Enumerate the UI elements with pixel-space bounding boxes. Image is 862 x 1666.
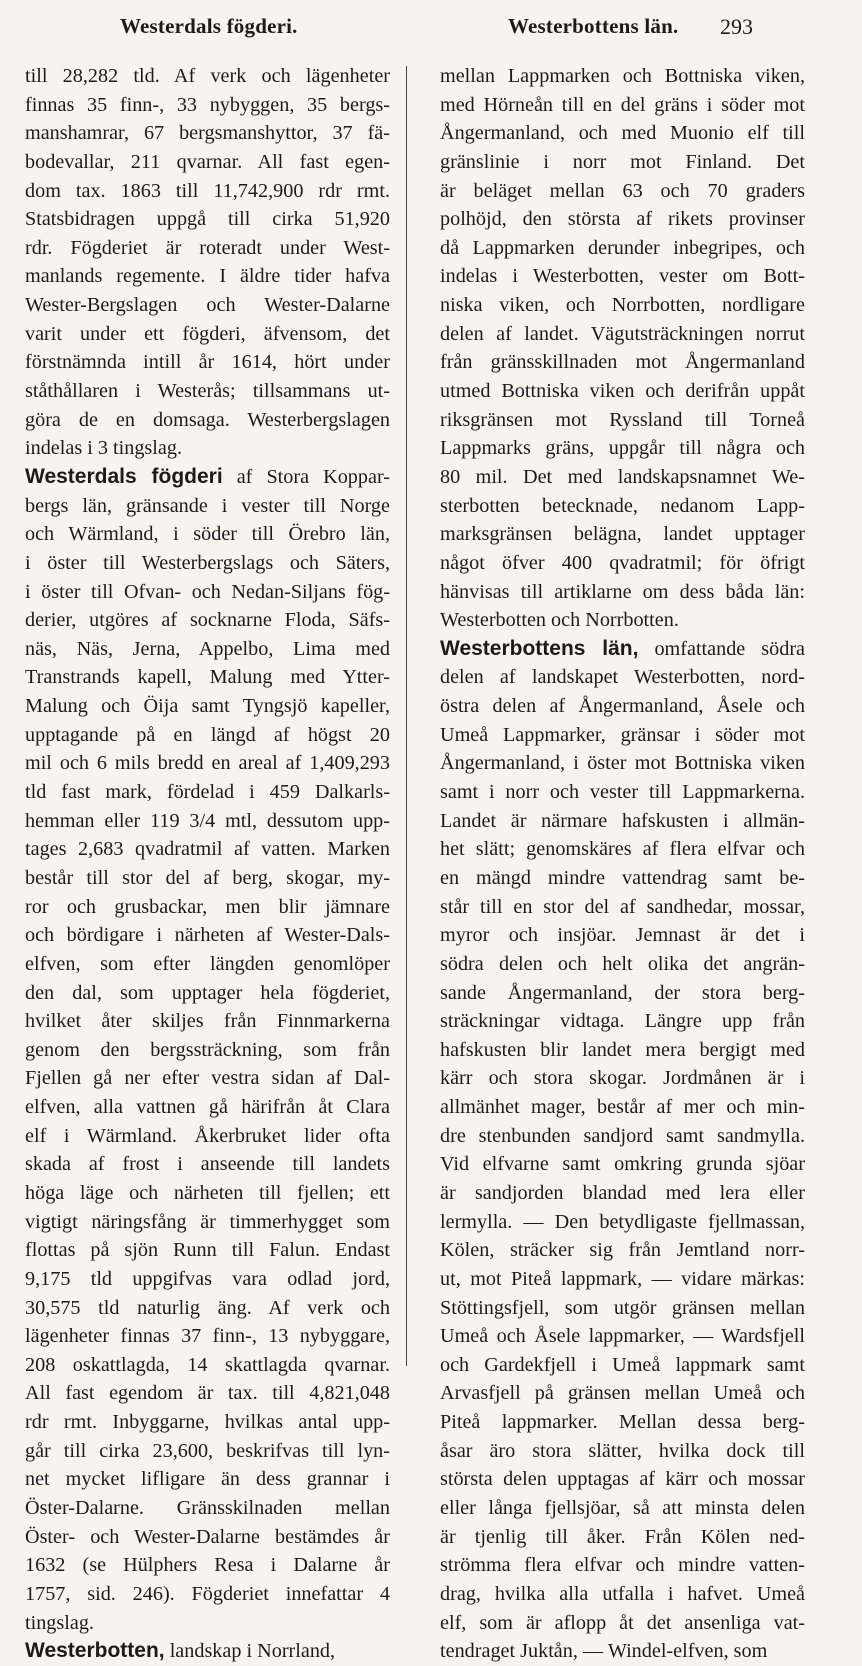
- text-line: Öster- och Wester-Dalarne bestämdes år: [25, 1525, 390, 1548]
- text-line: manlands regemente. I äldre tider hafva: [25, 265, 390, 288]
- text-line: flottas på sjön Runn till Falun. Endast: [25, 1239, 390, 1262]
- text-line: elf i Wärmland. Åkerbruket lider ofta: [25, 1124, 390, 1147]
- text-line: 80 mil. Det med landskapsnamnet We-: [440, 465, 805, 488]
- text-line: Westerdals fögderi af Stora Koppar-: [25, 464, 390, 488]
- left-running-head: Westerdals fögderi.: [120, 14, 298, 38]
- text-line: Öster-Dalarne. Gränsskilnaden mellan: [25, 1497, 390, 1520]
- text-line: går till cirka 23,600, beskrifvas till lyn-: [25, 1439, 390, 1462]
- text-line: delen af landskapet Westerbotten, nord-: [440, 666, 805, 689]
- text-line: niska viken, och Norrbotten, nordligare: [440, 294, 805, 317]
- text-line: 208 oskattlagda, 14 skattlagda qvarnar.: [25, 1353, 390, 1376]
- text-line: Westerbottens län, omfattande södra: [440, 636, 806, 660]
- right-column: [440, 62, 805, 1666]
- text-line: sterbotten betecknade, nedanom Lapp-: [440, 494, 805, 517]
- text-line: kärr och stora skogar. Jordmånen är i: [440, 1067, 805, 1090]
- text-line: i öster till Westerbergslags och Säters,: [25, 551, 390, 574]
- text-line: Piteå lappmarker. Mellan dessa berg-: [440, 1411, 805, 1434]
- text-line: består till stor del af berg, skogar, my-: [25, 866, 390, 889]
- text-line: rdr rmt. Inbyggarne, hvilkas antal upp-: [25, 1411, 390, 1434]
- text-line: Kölen, sträcker sig från Jemtland norr-: [440, 1239, 805, 1262]
- text-line: net mycket lifligare än dess grannar i: [25, 1468, 390, 1491]
- text-line: ror och grusbackar, men blir jämnare: [25, 895, 390, 918]
- text-line: Umeå Lappmarker, gränsar i söder mot: [440, 723, 805, 746]
- text-line: manshamrar, 67 bergsmanshyttor, 37 fä-: [25, 122, 390, 145]
- text-line: södra delen och helt olika det angrän-: [440, 952, 805, 975]
- text-line: den dal, som upptager hela fögderiet,: [25, 981, 390, 1004]
- text-line: är beläget mellan 63 och 70 graders: [440, 179, 805, 202]
- text-line: hänvisas till artiklarne om dess båda län:: [440, 580, 805, 603]
- page-number: 293: [720, 14, 753, 39]
- text-line: vigtigt näringsfång är timmerhygget som: [25, 1210, 390, 1233]
- text-line: sande Ångermanland, der stora berg-: [440, 981, 805, 1004]
- text-line: står till en stor del af sandhedar, mossar,: [440, 895, 805, 918]
- text-line: allmänhet mager, består af mer och min-: [440, 1096, 805, 1119]
- text-line: 9,175 tld uppgifvas vara odlad jord,: [25, 1267, 390, 1290]
- text-line: Stöttingsfjell, som utgör gränsen mellan: [440, 1296, 805, 1319]
- text-line: genom den bergssträckning, som från: [25, 1038, 390, 1061]
- text-line: indelas i 3 tingslag.: [25, 437, 182, 460]
- text-line: Umeå och Åsele lappmarker, — Wardsfjell: [440, 1325, 805, 1348]
- text-line: Vid elfvarne samt omkring grunda sjöar: [440, 1153, 805, 1176]
- text-line: rdr. Fögderiet är roteradt under West-: [25, 236, 390, 259]
- text-line: 1632 (se Hülphers Resa i Dalarne år: [25, 1554, 390, 1577]
- text-line: och Wärmland, i söder till Örebro län,: [25, 523, 390, 546]
- text-line: varit under ett fögderi, äfvensom, det: [25, 322, 390, 345]
- text-line: polhöjd, den största af rikets provinser: [440, 208, 805, 231]
- right-running-head: Westerbottens län.: [508, 14, 679, 38]
- text-line: östra delen af Ångermanland, Åsele och: [440, 695, 805, 718]
- text-line: största delen upptagas af kärr och mossar: [440, 1468, 805, 1491]
- text-line: utmed Bottniska viken och derifrån uppåt: [440, 380, 805, 403]
- text-line: het slätt; genomskäres af flera elfvar och: [440, 838, 805, 861]
- text-line: hemman eller 119 3/4 mtl, dessutom upp-: [25, 809, 390, 832]
- text-line: marksgränsen belägna, landet upptager: [440, 523, 805, 546]
- text-line: Ångermanland, i öster mot Bottniska viken: [440, 752, 805, 775]
- text-line: med Hörneån till en del gräns i söder mot: [440, 93, 805, 116]
- text-line: i öster till Ofvan- och Nedan-Siljans fög-: [25, 580, 390, 603]
- text-line: eller långa fjellsjöar, så att minsta delen: [440, 1497, 805, 1520]
- text-line: hvilket åter skiljes från Finnmarkerna: [25, 1010, 390, 1033]
- text-line: något öfver 400 qvadratmil; för öfrigt: [440, 551, 805, 574]
- text-line: tld fast mark, fördelad i 459 Dalkarls-: [25, 781, 390, 804]
- text-line: Fjellen gå ner efter vestra sidan af Dal-: [25, 1067, 390, 1090]
- text-line: dom tax. 1863 till 11,742,900 rdr rmt.: [25, 179, 390, 202]
- text-line: ståthållaren i Westerås; tillsammans ut-: [25, 380, 390, 403]
- text-line: är tjenlig till åker. Från Kölen ned-: [440, 1525, 805, 1548]
- text-line: indelas i Westerbotten, vester om Bott-: [440, 265, 805, 288]
- text-line: 30,575 tld naturlig äng. Af verk och: [25, 1296, 390, 1319]
- text-line: ut, mot Piteå lappmark, — vidare märkas:: [440, 1267, 805, 1290]
- text-line: bodevallar, 211 qvarnar. All fast egen-: [25, 150, 390, 173]
- text-line: mil och 6 mils bredd en areal af 1,409,293: [25, 752, 390, 775]
- text-line: elf, som är aflopp åt det ansenliga vat-: [440, 1611, 805, 1634]
- text-line: Westerbotten och Norrbotten.: [440, 609, 679, 632]
- text-line: Lappmarks gräns, uppgår till några och: [440, 437, 805, 460]
- text-line: till 28,282 tld. Af verk och lägenheter: [25, 65, 390, 87]
- column-divider: [406, 66, 407, 1366]
- text-line: derier, utgöres af socknarne Floda, Säfs-: [25, 609, 390, 632]
- text-line: göra de en domsaga. Westerbergslagen: [25, 408, 390, 431]
- text-line: riksgränsen mot Ryssland till Torneå: [440, 408, 805, 431]
- text-line: förstnämnda intill år 1614, hört under: [25, 351, 390, 374]
- left-column: [25, 62, 390, 1666]
- text-line: skada af frost i anseende till landets: [25, 1153, 390, 1176]
- text-line: höga läge och närheten till fjellen; ett: [25, 1181, 390, 1204]
- text-line: Arvasfjell på gränsen mellan Umeå och: [440, 1382, 805, 1405]
- text-line: hafskusten blir landet mera bergigt med: [440, 1038, 805, 1061]
- text-line: Wester-Bergslagen och Wester-Dalarne: [25, 294, 390, 317]
- text-line: en mängd mindre vattendrag samt be-: [440, 866, 805, 889]
- text-line: elfven, som efter längden genomlöper: [25, 952, 390, 975]
- text-line: Westerbotten, landskap i Norrland,: [25, 1639, 336, 1663]
- text-line: elfven, alla vattnen gå härifrån åt Clara: [25, 1096, 390, 1119]
- text-line: lägenheter finnas 37 finn-, 13 nybyggare,: [25, 1325, 390, 1348]
- text-line: Malung och Öija samt Tyngsjö kapeller,: [25, 695, 390, 718]
- text-line: sträckningar vidtaga. Längre upp från: [440, 1010, 805, 1033]
- text-line: bergs län, gränsande i vester till Norge: [25, 494, 390, 517]
- text-line: samt i norr och vester till Lappmarkerna.: [440, 781, 805, 804]
- text-line: är sandjorden blandad med lera eller: [440, 1181, 805, 1204]
- text-line: åsar äro stora slätter, hvilka dock till: [440, 1439, 805, 1462]
- text-line: Landet är närmare hafskusten i allmän-: [440, 809, 805, 832]
- text-line: myror och insjöar. Jemnast är det i: [440, 924, 805, 947]
- text-line: mellan Lappmarken och Bottniska viken,: [440, 65, 805, 87]
- text-line: dre stenbunden sandjord samt sandmylla.: [440, 1124, 805, 1147]
- text-line: 1757, sid. 246). Fögderiet innefattar 4: [25, 1582, 390, 1605]
- text-line: Statsbidragen uppgå till cirka 51,920: [25, 208, 390, 231]
- text-line: från gränsskillnaden mot Ångermanland: [440, 351, 805, 374]
- text-line: strömma flera elfvar och mindre vatten-: [440, 1554, 805, 1577]
- text-line: upptagande på en längd af högst 20: [25, 723, 390, 746]
- text-line: All fast egendom är tax. till 4,821,048: [25, 1382, 390, 1405]
- text-line: näs, Näs, Jerna, Appelbo, Lima med: [25, 637, 390, 660]
- text-line: drag, hvilka alla utfalla i hafvet. Umeå: [440, 1582, 805, 1605]
- text-line: tendraget Juktån, — Windel-elfven, som: [440, 1640, 768, 1663]
- text-line: lermylla. — Den betydligaste fjellmassan,: [440, 1210, 805, 1233]
- text-line: och bördigare i närheten af Wester-Dals-: [25, 924, 390, 947]
- text-line: Ångermanland, och med Muonio elf till: [440, 122, 805, 145]
- text-line: finnas 35 finn-, 33 nybyggen, 35 bergs-: [25, 93, 390, 116]
- text-line: då Lappmarken derunder inbegripes, och: [440, 236, 805, 259]
- text-line: tages 2,683 qvadratmil af vatten. Marken: [25, 838, 390, 861]
- text-line: tingslag.: [25, 1611, 94, 1634]
- text-line: och Gardekfjell i Umeå lappmark samt: [440, 1353, 805, 1376]
- text-line: Transtrands kapell, Malung med Ytter-: [25, 666, 390, 689]
- text-line: delen af landet. Vägutsträckningen norrut: [440, 322, 805, 345]
- text-line: gränslinie i norr mot Finland. Det: [440, 150, 805, 173]
